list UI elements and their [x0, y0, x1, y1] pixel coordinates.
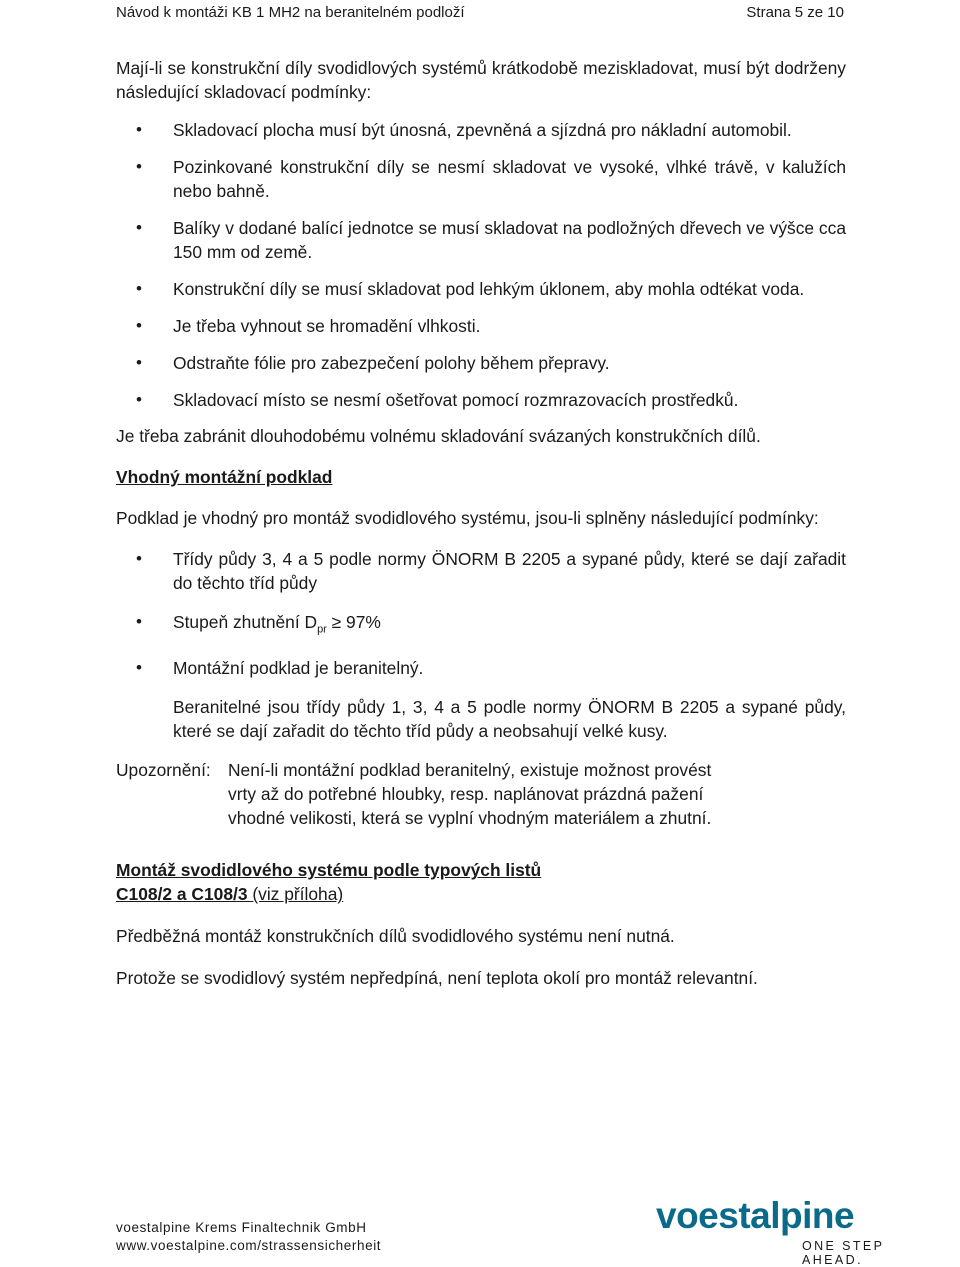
voestalpine-logo: [656, 1196, 916, 1267]
company-name: voestalpine Krems Finaltechnik GmbH: [116, 1220, 367, 1235]
list-item: • Třídy půdy 3, 4 a 5 podle normy ÖNORM B 2205 a sypané půdy, které se dají zařadit do těchto tříd půdy: [116, 547, 846, 595]
subgrade-note: Beranitelné jsou třídy půdy 1, 3, 4 a 5 podle normy ÖNORM B 2205 a sypané půdy, které se dají zařadit do těchto tříd půdy a neobsahují velké kusy.: [173, 697, 846, 742]
logo-tagline: ONE STEP AHEAD.: [802, 1239, 885, 1267]
warning-text: [228, 758, 846, 830]
list-item: [116, 610, 846, 641]
page-number: Strana 5 ze 10: [746, 3, 844, 21]
list-item: • Konstrukční díly se musí skladovat pod lehkým úklonem, aby mohla odtékat voda.: [116, 277, 846, 301]
storage-closing: Je třeba zabránit dlouhodobému volnému skladování svázaných konstrukčních dílů.: [116, 426, 761, 446]
list-item: • Pozinkované konstrukční díly se nesmí skladovat ve vysoké, vlhké trávě, v kalužích nebo bahně.: [116, 155, 846, 203]
list-item: • Skladovací plocha musí být únosná, zpevněná a sjízdná pro nákladní automobil.: [116, 118, 846, 142]
document-title: Návod k montáži KB 1 MH2 na beranitelném podloží: [116, 3, 465, 21]
list-item: • Montážní podklad je beranitelný.: [116, 656, 846, 680]
list-item: • Odstraňte fólie pro zabezpečení polohy během přepravy.: [116, 351, 846, 375]
assembly-para-2: Protože se svodidlový systém nepředpíná, není teplota okolí pro montáž relevantní.: [116, 968, 758, 989]
storage-conditions-list: [116, 118, 846, 412]
warning-line: vhodné velikosti, která se vyplní vhodným materiálem a zhutní.: [228, 808, 712, 829]
page-footer: [116, 1219, 381, 1255]
section-heading-subgrade: Vhodný montážní podklad: [116, 467, 333, 487]
subgrade-conditions-list: [116, 547, 846, 680]
list-item: • Balíky v dodané balící jednotce se musí skladovat na podložných dřevech ve výšce cca 150 mm od země.: [116, 216, 846, 264]
warning-label: Upozornění:: [116, 760, 211, 781]
list-item: • Je třeba vyhnout se hromadění vlhkosti.: [116, 314, 846, 338]
compaction-value: ≥ 97%: [326, 612, 381, 632]
section-heading-assembly: [116, 858, 846, 906]
appendix-ref: (viz příloha): [247, 884, 344, 905]
warning-line: Není-li montážní podklad beranitelný, existuje možnost provést: [228, 760, 712, 781]
logo-wordmark: voestalpine: [656, 1195, 855, 1236]
subgrade-intro: Podklad je vhodný pro montáž svodidlového systému, jsou-li splněny následující podmínky:: [116, 508, 819, 528]
list-item: • Skladovací místo se nesmí ošetřovat pomocí rozmrazovacích prostředků.: [116, 388, 846, 412]
warning-line: vrty až do potřebné hloubky, resp. naplánovat prázdná pažení: [228, 784, 704, 805]
warning-block: [116, 758, 846, 830]
compaction-subscript: pr: [317, 623, 327, 636]
compaction-label: Stupeň zhutnění D: [173, 612, 318, 632]
type-sheet-ids: C108/2 a C108/3: [116, 884, 248, 905]
document-body: [116, 56, 846, 990]
storage-intro: Mají-li se konstrukční díly svodidlových systémů krátkodobě meziskladovat, musí být dodrženy následující skladovací podmínky:: [116, 58, 846, 102]
website-link[interactable]: www.voestalpine.com/strassensicherheit: [116, 1238, 382, 1253]
assembly-para-1: Předběžná montáž konstrukčních dílů svodidlového systému není nutná.: [116, 926, 675, 947]
assembly-heading-line1: Montáž svodidlového systému podle typových listů: [116, 860, 542, 881]
page-header: [116, 0, 844, 24]
assembly-heading-line2: [116, 882, 846, 906]
